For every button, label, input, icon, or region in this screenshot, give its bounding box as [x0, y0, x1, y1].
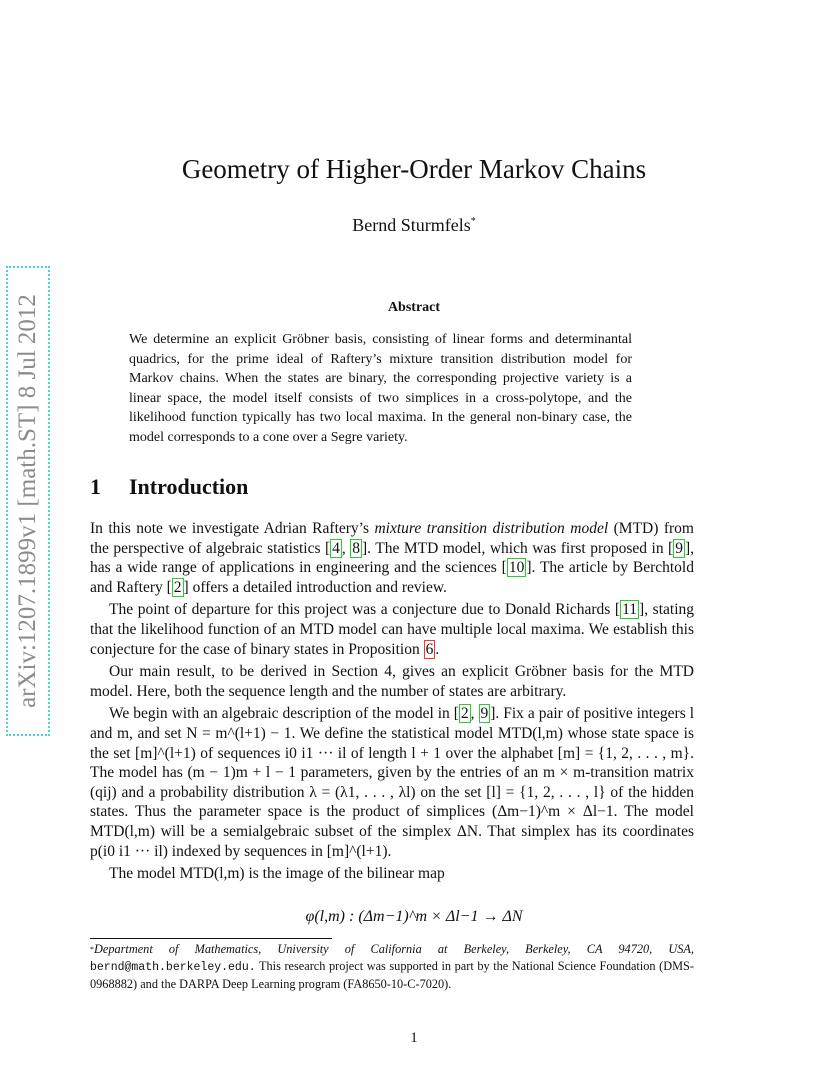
paragraph-3: Our main result, to be derived in Section 4, gives an explicit Gröbner basis for the MTD model. Here, both the sequence length and the number of states are arbitrary. — [90, 663, 694, 700]
citation-link[interactable]: 8 — [352, 539, 361, 557]
paragraph-2: The point of departure for this project was a conjecture due to Donald Richards [ 11 ], stating that the likelihood function of an MTD model can have multiple local maxima. We establish this conjecture for the case of binary states in Proposition 6 . — [90, 601, 694, 658]
citation-link[interactable]: 9 — [675, 539, 683, 557]
footnote-affiliation: Department of Mathematics, University of California at Berkeley, Berkeley, CA 94720, USA, — [94, 942, 694, 956]
mtd-model-emphasis: mixture transition distribution model — [374, 520, 609, 537]
abstract-heading: Abstract — [387, 300, 441, 315]
body-text — [90, 519, 694, 884]
arxiv-identifier-text: arXiv:1207.1899v1 [math.ST] 8 Jul 2012 — [14, 294, 41, 708]
paragraph-5: The model MTD(l,m) is the image of the bilinear map — [109, 865, 445, 883]
display-equation: φ(l,m) : (Δm−1)^m × Δl−1 → ΔN — [305, 908, 523, 925]
author-name: Bernd Sturmfels — [352, 215, 471, 235]
footnote — [90, 941, 694, 993]
footnote-rule — [90, 938, 332, 939]
section-number: 1 — [90, 474, 101, 499]
page-number: 1 — [410, 1030, 418, 1046]
author-footnote-mark[interactable]: * — [470, 216, 476, 227]
paragraph-1: In this note we investigate Adrian Raftery’s mixture transition distribution model (MTD) from the perspective of algebraic statistics [ 4 , 8 ]. The MTD model, which was first proposed in [ 9 ], has a wide range of applications in engineering and the sciences [ 10 ]. The article by Berchtold and Raftery [ 2 ] offers a detailed introduction and review. — [90, 520, 695, 596]
abstract-text: We determine an explicit Gröbner basis, consisting of linear forms and determinantal quadrics, for the prime ideal of Raftery’s mixture transition distribution model for Markov chains. When the states are binary, the corresponding projective variety is a linear space, the model itself consists of two simplices in a cross-polytope, and the likelihood function typically has two local maxima. In the general non-binary case, the model corresponds to a cone over a Segre variety. — [129, 332, 632, 445]
proposition-link[interactable]: 6 — [425, 640, 434, 658]
footnote-funding: This research project was supported in part by the National Science Foundation (DMS-0968882) and the DARPA Deep Learning program (FA8650-10-C-7020). — [90, 959, 694, 991]
footnote-mark: * — [90, 945, 94, 954]
citation-link[interactable]: 10 — [508, 559, 525, 577]
citation-link[interactable]: 9 — [480, 705, 489, 723]
citation-link[interactable]: 11 — [622, 601, 638, 619]
section-title: Introduction — [129, 474, 249, 499]
citation-link[interactable]: 2 — [173, 578, 182, 596]
paper-title: Geometry of Higher-Order Markov Chains — [181, 154, 647, 184]
citation-link[interactable]: 2 — [460, 705, 469, 723]
paragraph-4: We begin with an algebraic description of the model in [ 2 , 9 ]. Fix a pair of positive integers l and m, and set N = m^(l+1) − 1. We define the statistical model MTD(l,m) whose state space is the set [m]^(l+1) of sequences i0 i1 ··· il of length l + 1 over the alphabet [m] = {1, 2, . . . , m}. The model has (m − 1)m + l − 1 parameters, given by the entries of an m × m-transition matrix (qij) and a probability distribution λ = (λ1, . . . , λl) on the set [l] = {1, 2, . . . , l} of the hidden states. Thus the parameter space is the product of simplices (Δm−1)^m × Δl−1. The model MTD(l,m) will be a semialgebraic subset of the simplex ΔN. That simplex has its coordinates p(i0 i1 ··· il) indexed by sequences in [m]^(l+1). — [90, 705, 695, 860]
arxiv-identifier-stamp[interactable] — [6, 266, 50, 736]
footnote-email[interactable]: bernd@math.berkeley.edu. — [90, 961, 256, 974]
author-line — [0, 215, 828, 236]
section-heading — [90, 474, 248, 500]
citation-link[interactable]: 4 — [332, 539, 340, 557]
